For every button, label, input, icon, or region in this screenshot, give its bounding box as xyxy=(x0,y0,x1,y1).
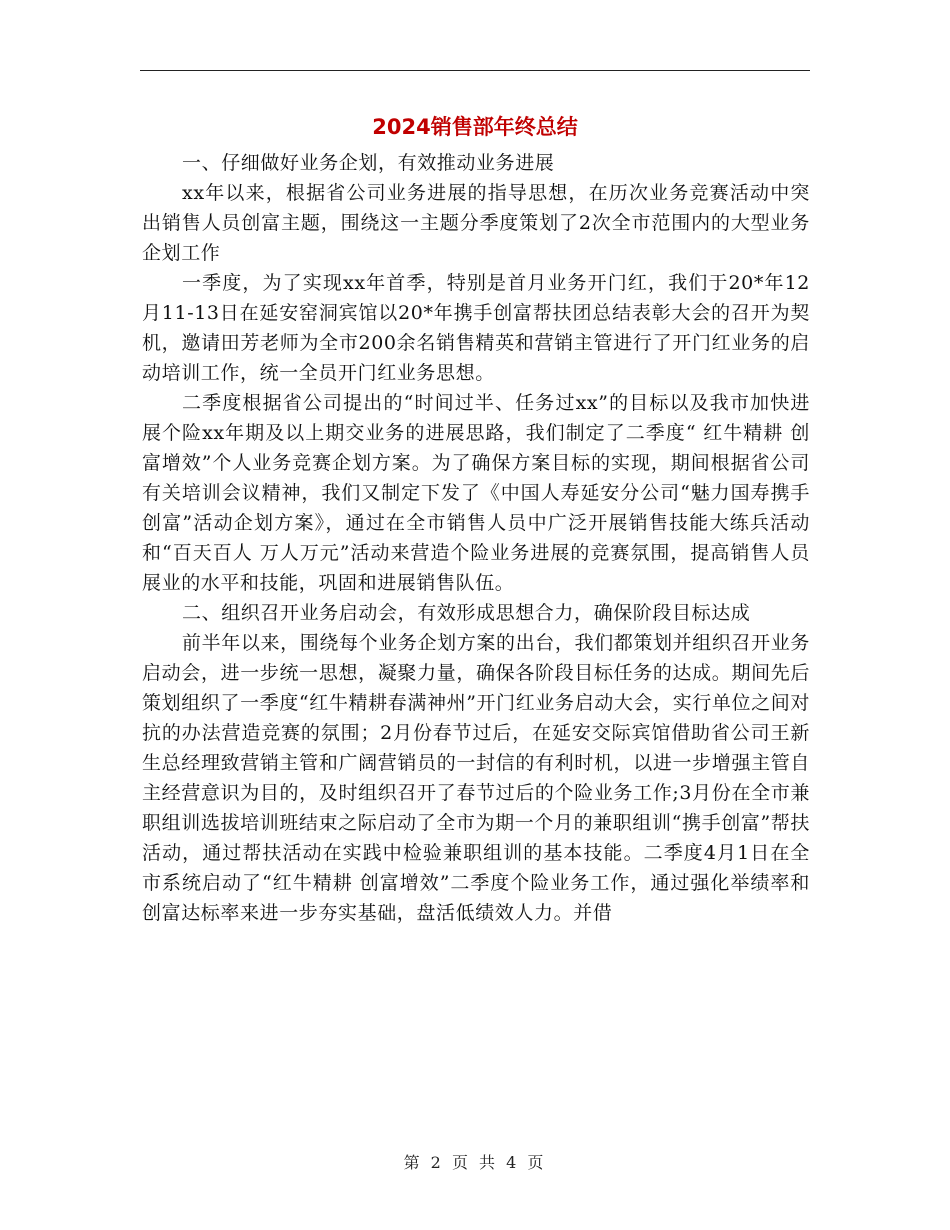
header-rule xyxy=(140,70,810,71)
section-heading-1: 一、仔细做好业务企划，有效推动业务进展 xyxy=(182,152,555,174)
paragraph: 前半年以来，围绕每个业务企划方案的出台，我们都策划并组织召开业务启动会，进一步统一思想，凝聚力量，确保各阶段目标任务的达成。期间先后策划组织了一季度“红牛精耕春满神州”开门红业务启动大会，实行单位之间对抗的办法营造竞赛的氛围；2月份春节过后，在延安交际宾馆借助省公司王新生总经理致营销主管和广阔营销员的一封信的有利时机，以进一步增强主管自主经营意识为目的，及时组织召开了春节过后的个险业务工作;3月份在全市兼职组训选拔培训班结束之际启动了全市为期一个月的兼职组训“携手创富”帮扶活动，通过帮扶活动在实践中检验兼职组训的基本技能。二季度4月1日在全市系统启动了“红牛精耕 创富增效”二季度个险业务工作，通过强化举绩率和创富达标率来进一步夯实基础，盘活低绩效人力。并借 xyxy=(142,632,810,924)
paragraph: 一季度，为了实现xx年首季，特别是首月业务开门红，我们于20*年12月11-13日在延安窑洞宾馆以20*年携手创富帮扶团总结表彰大会的召开为契机，邀请田芳老师为全市200余名销售精英和营销主管进行了开门红业务的启动培训工作，统一全员开门红业务思想。 xyxy=(142,272,810,384)
paragraph: xx年以来，根据省公司业务进展的指导思想，在历次业务竞赛活动中突出销售人员创富主题，围绕这一主题分季度策划了2次全市范围内的大型业务企划工作 xyxy=(142,182,810,264)
section-heading-2: 二、组织召开业务启动会，有效形成思想合力，确保阶段目标达成 xyxy=(182,602,751,624)
page-number: 第 2 页 共 4 页 xyxy=(403,1153,547,1172)
document-body xyxy=(142,148,810,928)
paragraph: 二季度根据省公司提出的“时间过半、任务过xx”的目标以及我市加快进展个险xx年期及以上期交业务的进展思路，我们制定了二季度“ 红牛精耕 创富增效”个人业务竞赛企划方案。为了确保方案目标的实现，期间根据省公司有关培训会议精神，我们又制定下发了《中国人寿延安分公司“魅力国寿携手创富”活动企划方案》，通过在全市销售人员中广泛开展销售技能大练兵活动和“百天百人 万人万元”活动来营造个险业务进展的竞赛氛围，提高销售人员展业的水平和技能，巩固和进展销售队伍。 xyxy=(142,392,810,594)
document-title: 2024销售部年终总结 xyxy=(372,115,578,139)
